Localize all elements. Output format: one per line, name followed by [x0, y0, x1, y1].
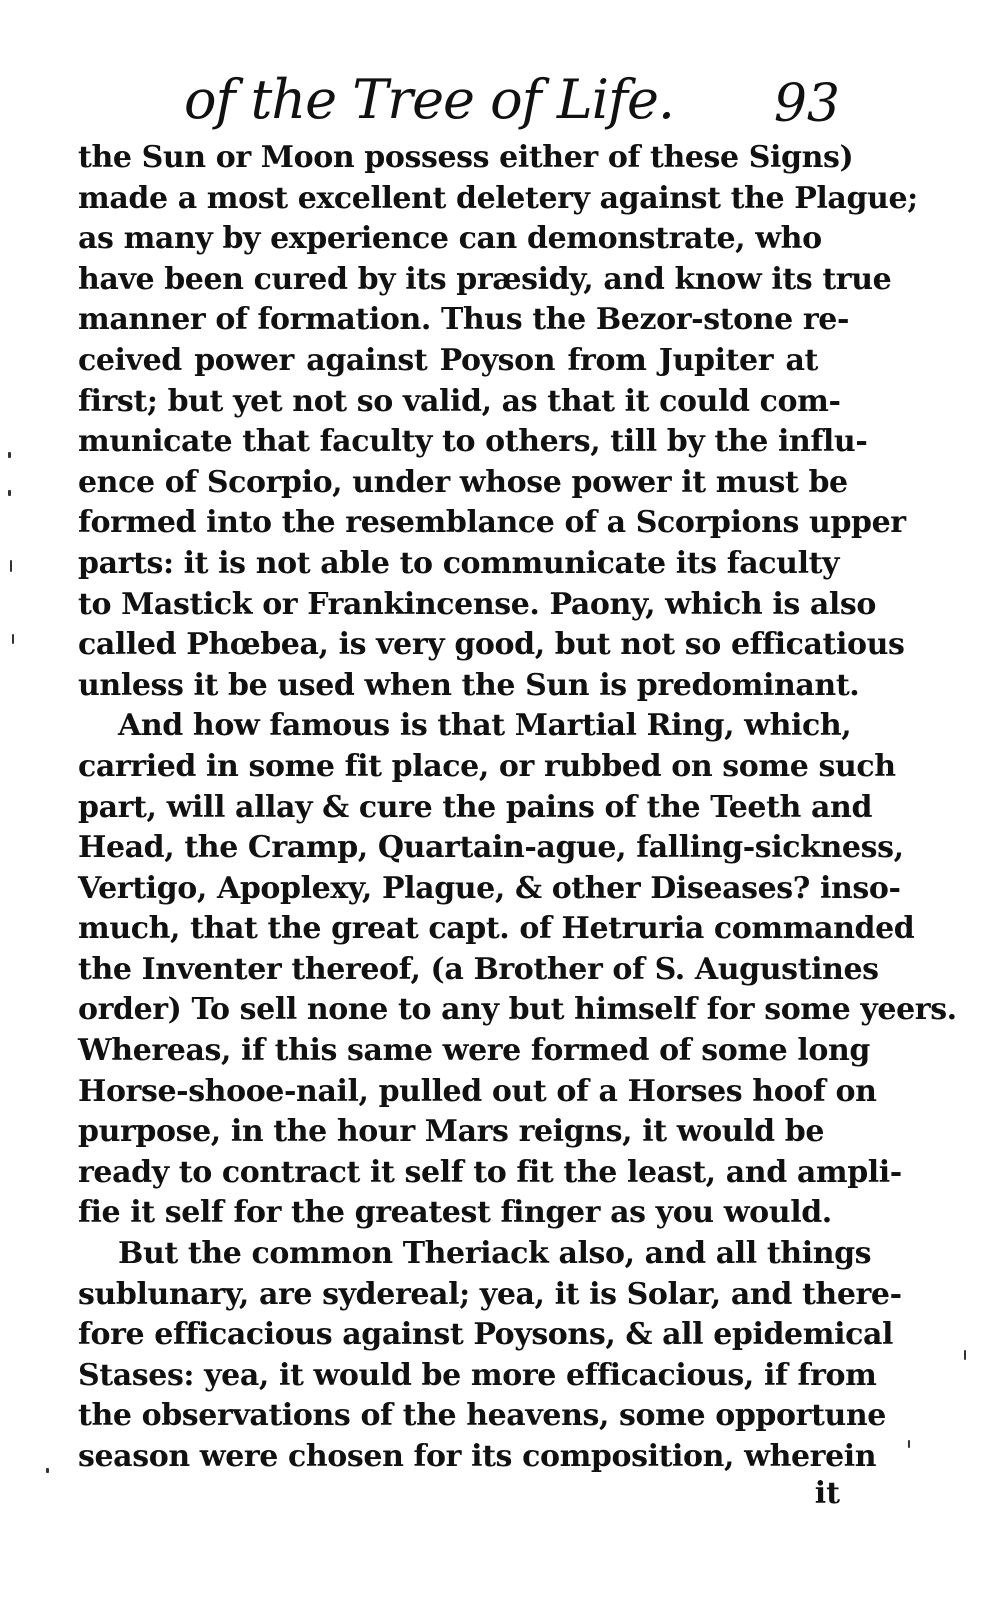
paragraph-start-line: But the common Theriack also, and all things: [118, 1236, 872, 1272]
text-line: fie it self for the greatest finger as you would.: [78, 1195, 832, 1231]
text-line: the Sun or Moon possess either of these Signs): [78, 140, 854, 175]
text-line: part, will allay & cure the pains of the Teeth and: [78, 789, 873, 825]
scan-speck: [8, 452, 11, 458]
text-line: parts: it is not able to communicate its faculty: [78, 545, 840, 581]
text-line: Stases: yea, it would be more efficacious, if from: [78, 1357, 877, 1393]
text-line: carried in some fit place, or rubbed on some such: [78, 748, 896, 784]
body-text: [78, 138, 957, 1478]
text-line: Whereas, if this same were formed of some long: [78, 1033, 870, 1069]
text-line: first; but yet not so valid, as that it could com-: [78, 383, 841, 419]
text-line: made a most excellent deletery against the Plague;: [78, 180, 918, 216]
paragraph-start-line: And how famous is that Martial Ring, which,: [118, 708, 852, 744]
scan-speck: [12, 634, 14, 644]
text-line: manner of formation. Thus the Bezor-stone re-: [78, 302, 850, 338]
text-line: much, that the great capt. of Hetruria commanded: [78, 911, 915, 947]
page-header: [80, 60, 840, 140]
text-line: Horse-shooe-nail, pulled out of a Horses hoof on: [78, 1073, 877, 1109]
text-line: formed into the resemblance of a Scorpions upper: [78, 505, 906, 541]
text-line: season were chosen for its composition, wherein: [78, 1439, 877, 1474]
text-line: purpose, in the hour Mars reigns, it would be: [78, 1114, 825, 1150]
scan-speck: [964, 1350, 966, 1360]
text-line: Vertigo, Apoplexy, Plague, & other Diseases? inso-: [78, 870, 901, 906]
text-line: have been cured by its præsidy, and know its true: [78, 261, 892, 297]
text-line: municate that faculty to others, till by the influ-: [78, 424, 868, 460]
text-line: Head, the Cramp, Quartain-ague, falling-sickness,: [78, 830, 904, 866]
text-line: to Mastick or Frankincense. Paony, which is also: [78, 586, 876, 622]
scan-speck: [8, 490, 11, 496]
text-line: sublunary, are sydereal; yea, it is Solar, and there-: [78, 1276, 902, 1312]
text-line: fore efficacious against Poysons, & all epidemical: [78, 1317, 893, 1353]
text-line: as many by experience can demonstrate, who: [78, 221, 822, 257]
text-line: ence of Scorpio, under whose power it must be: [78, 464, 848, 500]
scan-speck: [46, 1468, 49, 1473]
running-title: of the Tree of Life.: [184, 68, 675, 131]
text-line: the observations of the heavens, some opportune: [78, 1398, 886, 1434]
text-line: ceived power against Poyson from Jupiter at: [78, 342, 818, 378]
text-line: the Inventer thereof, (a Brother of S. Augustines: [78, 951, 879, 987]
text-line: called Phœbea, is very good, but not so efficatious: [78, 627, 905, 663]
text-line: ready to contract it self to fit the least, and ampli-: [78, 1154, 902, 1190]
text-line: order) To sell none to any but himself for some yeers.: [78, 992, 957, 1028]
scan-speck: [10, 560, 12, 572]
catchword: it: [814, 1476, 840, 1511]
scan-speck: [908, 1440, 910, 1448]
text-line: unless it be used when the Sun is predominant.: [78, 667, 860, 703]
page-number: 93: [773, 74, 840, 134]
